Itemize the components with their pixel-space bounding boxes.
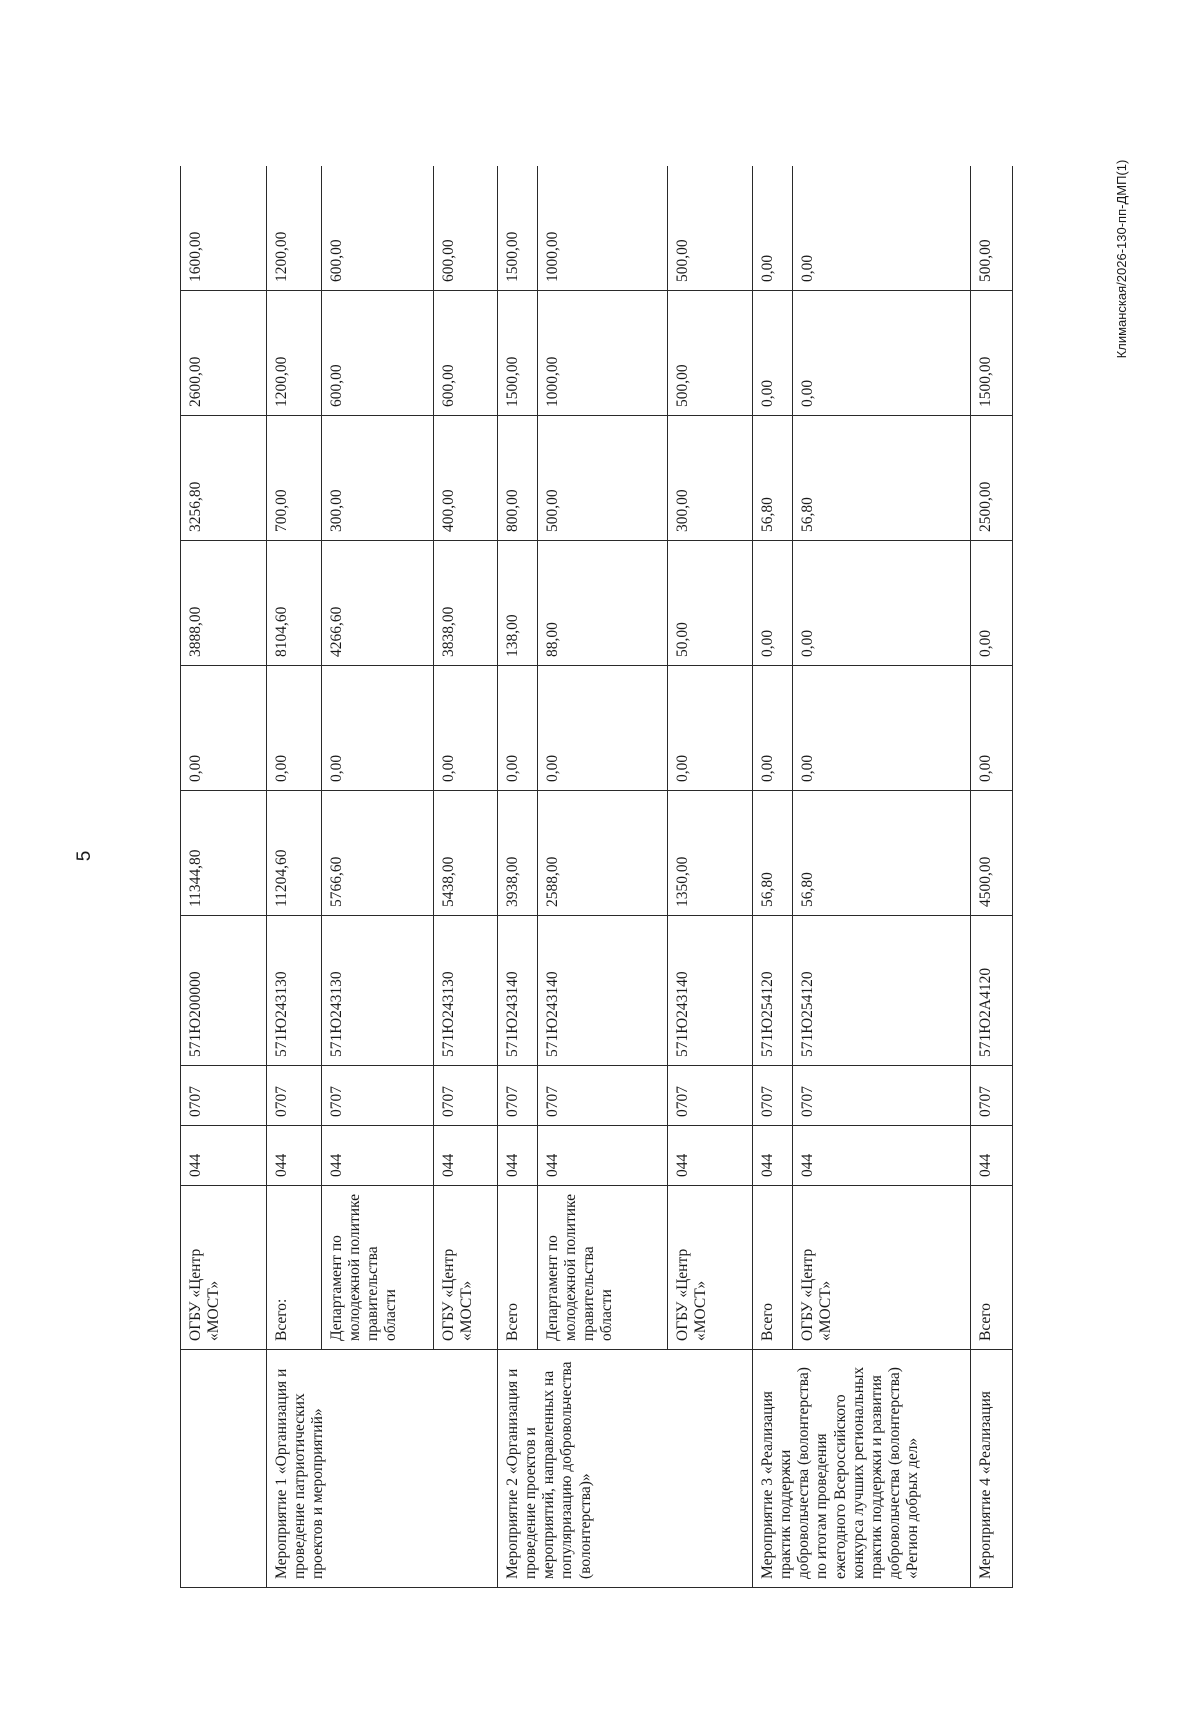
executor-cell: ОГБУ «Центр «МОСТ» — [793, 1186, 971, 1350]
amount-year-3-cell: 400,00 — [434, 416, 498, 541]
target-article-cell: 571Ю243140 — [668, 916, 753, 1066]
amount-year-5-cell: 600,00 — [434, 166, 498, 291]
amount-year-2-cell: 0,00 — [753, 541, 793, 666]
target-article-cell: 571Ю254120 — [793, 916, 971, 1066]
executor-cell: Всего — [753, 1186, 793, 1350]
amount-year-5-cell: 1200,00 — [267, 166, 322, 291]
amount-year-4-cell: 1500,00 — [971, 291, 1013, 416]
amount-year-4-cell: 0,00 — [753, 291, 793, 416]
amount-year-4-cell: 1000,00 — [538, 291, 668, 416]
amount-year-1-cell: 0,00 — [971, 666, 1013, 791]
section-code-cell: 0707 — [181, 1066, 267, 1126]
amount-year-4-cell: 2600,00 — [181, 291, 267, 416]
grbs-code-cell: 044 — [538, 1126, 668, 1186]
amount-year-1-cell: 0,00 — [793, 666, 971, 791]
amount-year-1-cell: 0,00 — [538, 666, 668, 791]
executor-cell: ОГБУ «Центр «МОСТ» — [434, 1186, 498, 1350]
amount-year-2-cell: 0,00 — [971, 541, 1013, 666]
executor-cell: Всего: — [267, 1186, 322, 1350]
amount-year-3-cell: 300,00 — [322, 416, 434, 541]
amount-total-cell: 5438,00 — [434, 791, 498, 916]
activity-cell: Мероприятие 1 «Организация и проведение патриотических проектов и мероприятий» — [267, 1350, 498, 1588]
executor-cell: ОГБУ «Центр «МОСТ» — [668, 1186, 753, 1350]
amount-year-3-cell: 800,00 — [498, 416, 538, 541]
amount-year-4-cell: 600,00 — [322, 291, 434, 416]
section-code-cell: 0707 — [434, 1066, 498, 1126]
amount-year-1-cell: 0,00 — [322, 666, 434, 791]
section-code-cell: 0707 — [498, 1066, 538, 1126]
amount-year-4-cell: 1200,00 — [267, 291, 322, 416]
executor-cell: Департамент по молодежной политике правительства области — [322, 1186, 434, 1350]
table-row — [181, 166, 267, 1588]
section-code-cell: 0707 — [267, 1066, 322, 1126]
grbs-code-cell: 044 — [322, 1126, 434, 1186]
amount-year-4-cell: 1500,00 — [498, 291, 538, 416]
amount-year-3-cell: 500,00 — [538, 416, 668, 541]
target-article-cell: 571Ю254120 — [753, 916, 793, 1066]
grbs-code-cell: 044 — [753, 1126, 793, 1186]
section-code-cell: 0707 — [668, 1066, 753, 1126]
amount-year-2-cell: 0,00 — [793, 541, 971, 666]
grbs-code-cell: 044 — [267, 1126, 322, 1186]
executor-cell: ОГБУ «Центр «МОСТ» — [181, 1186, 267, 1350]
target-article-cell: 571Ю243140 — [498, 916, 538, 1066]
activity-cell: Мероприятие 2 «Организация и проведение проектов и мероприятий, направленных на популяризацию добровольчества (волонтерства)» — [498, 1350, 753, 1588]
grbs-code-cell: 044 — [793, 1126, 971, 1186]
grbs-code-cell: 044 — [498, 1126, 538, 1186]
amount-year-1-cell: 0,00 — [434, 666, 498, 791]
target-article-cell: 571Ю243140 — [538, 916, 668, 1066]
amount-total-cell: 4500,00 — [971, 791, 1013, 916]
amount-year-5-cell: 0,00 — [753, 166, 793, 291]
amount-year-5-cell: 500,00 — [668, 166, 753, 291]
table-frame — [180, 166, 1092, 1588]
amount-year-5-cell: 600,00 — [322, 166, 434, 291]
target-article-cell: 571Ю2А4120 — [971, 916, 1013, 1066]
activity-cell: Мероприятие 3 «Реализация практик поддержки добровольчества (волонтерства) по итогам проведения ежегодного Всероссийского конкурса лучших региональных практик поддержки и развития добровольчества (волонтерства) «Регион добрых дел» — [753, 1350, 971, 1588]
page-number: 5 — [74, 850, 95, 862]
amount-year-2-cell: 88,00 — [538, 541, 668, 666]
activity-cell — [181, 1350, 267, 1588]
amount-year-3-cell: 56,80 — [793, 416, 971, 541]
target-article-cell: 571Ю243130 — [322, 916, 434, 1066]
amount-year-2-cell: 50,00 — [668, 541, 753, 666]
amount-year-2-cell: 4266,60 — [322, 541, 434, 666]
amount-year-3-cell: 56,80 — [753, 416, 793, 541]
grbs-code-cell: 044 — [971, 1126, 1013, 1186]
amount-year-1-cell: 0,00 — [267, 666, 322, 791]
target-article-cell: 571Ю200000 — [181, 916, 267, 1066]
rotated-table-container — [180, 166, 1092, 1588]
amount-year-5-cell: 500,00 — [971, 166, 1013, 291]
section-code-cell: 0707 — [971, 1066, 1013, 1126]
amount-year-4-cell: 600,00 — [434, 291, 498, 416]
document-code-footer: Климанская/2026-130-пп-ДМП(1) — [1114, 159, 1129, 359]
amount-year-4-cell: 0,00 — [793, 291, 971, 416]
amount-year-3-cell: 3256,80 — [181, 416, 267, 541]
amount-year-1-cell: 0,00 — [498, 666, 538, 791]
executor-cell: Всего — [498, 1186, 538, 1350]
section-code-cell: 0707 — [538, 1066, 668, 1126]
table-row — [753, 166, 793, 1588]
amount-total-cell: 5766,60 — [322, 791, 434, 916]
amount-total-cell: 56,80 — [753, 791, 793, 916]
executor-cell: Департамент по молодежной политике правительства области — [538, 1186, 668, 1350]
amount-year-5-cell: 0,00 — [793, 166, 971, 291]
table-row — [498, 166, 538, 1588]
section-code-cell: 0707 — [322, 1066, 434, 1126]
executor-cell: Всего — [971, 1186, 1013, 1350]
amount-year-2-cell: 138,00 — [498, 541, 538, 666]
target-article-cell: 571Ю243130 — [434, 916, 498, 1066]
amount-total-cell: 3938,00 — [498, 791, 538, 916]
section-code-cell: 0707 — [753, 1066, 793, 1126]
budget-table — [180, 166, 1013, 1588]
amount-year-3-cell: 700,00 — [267, 416, 322, 541]
grbs-code-cell: 044 — [434, 1126, 498, 1186]
amount-total-cell: 11344,80 — [181, 791, 267, 916]
amount-total-cell: 2588,00 — [538, 791, 668, 916]
amount-total-cell: 56,80 — [793, 791, 971, 916]
amount-year-1-cell: 0,00 — [753, 666, 793, 791]
grbs-code-cell: 044 — [668, 1126, 753, 1186]
amount-year-2-cell: 8104,60 — [267, 541, 322, 666]
amount-year-5-cell: 1600,00 — [181, 166, 267, 291]
table-row — [971, 166, 1013, 1588]
amount-total-cell: 11204,60 — [267, 791, 322, 916]
amount-year-5-cell: 1000,00 — [538, 166, 668, 291]
amount-total-cell: 1350,00 — [668, 791, 753, 916]
amount-year-1-cell: 0,00 — [668, 666, 753, 791]
amount-year-2-cell: 3838,00 — [434, 541, 498, 666]
amount-year-3-cell: 300,00 — [668, 416, 753, 541]
activity-cell: Мероприятие 4 «Реализация — [971, 1350, 1013, 1588]
grbs-code-cell: 044 — [181, 1126, 267, 1186]
amount-year-2-cell: 3888,00 — [181, 541, 267, 666]
amount-year-5-cell: 1500,00 — [498, 166, 538, 291]
target-article-cell: 571Ю243130 — [267, 916, 322, 1066]
amount-year-3-cell: 2500,00 — [971, 416, 1013, 541]
section-code-cell: 0707 — [793, 1066, 971, 1126]
table-row — [267, 166, 322, 1588]
amount-year-4-cell: 500,00 — [668, 291, 753, 416]
amount-year-1-cell: 0,00 — [181, 666, 267, 791]
